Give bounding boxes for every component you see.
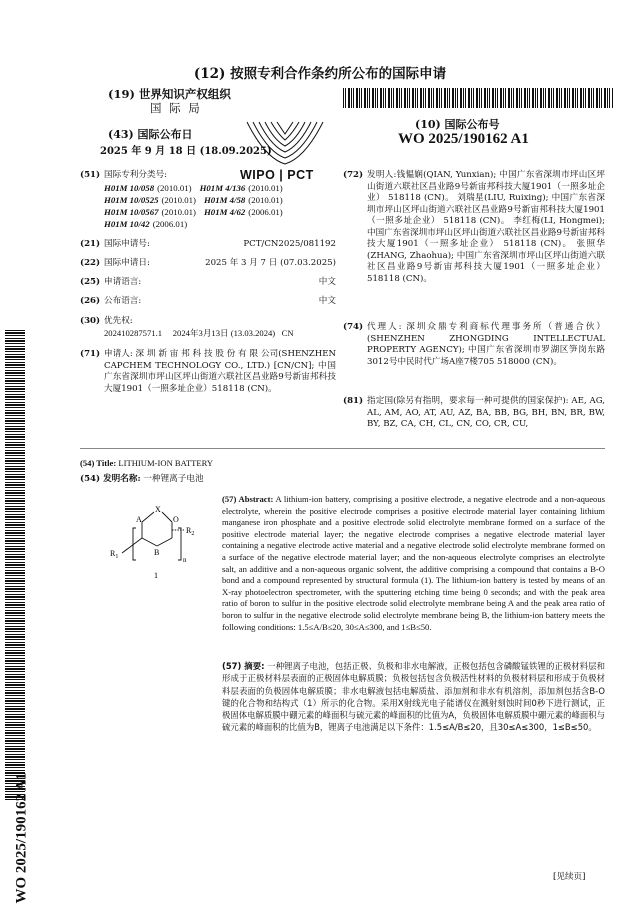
applicant-block: (71) 申请人: 深 圳 新 宙 邦 科 技 股 份 有 限 公司(SHENZHEN CAPCHEM TECHNOLOGY CO., LTD.) [CN/CN]; 中国广东省深圳市坪山区坪山街道六联社区昌业路9号新宙邦科技大厦1901（一照多址企业）518118 (CN)。	[80, 349, 336, 394]
substituent-R1-letter: R	[110, 549, 116, 558]
field-value: 中文	[318, 277, 336, 287]
title-cn: 一种锂离子电池	[143, 474, 204, 484]
field-value: PCT/CN2025/081192	[243, 239, 336, 249]
title-en-line	[80, 458, 213, 470]
title-en: LITHIUM-ION BATTERY	[118, 458, 214, 468]
ipc-version: (2006.01)	[248, 206, 283, 217]
field-number: (25)	[80, 277, 101, 287]
ipc-row	[104, 182, 336, 194]
substituent-R1	[110, 549, 118, 560]
ipc-version: (2010.01)	[248, 182, 283, 193]
abstract-cn-text: 一种锂离子电池，包括正极、负极和非水电解液，正极包括包含磷酸锰铁锂的正极材料层和形成于正极材料层表面的正极固体电解质膜；负极包括包含负极活性材料的负极材料层和形成于负极材料层表面的负极固体电解质膜；非水电解液包括电解质盐、添加剂和非水有机溶剂，添加剂包括含B-O键的化合物和结构式（1）所示的化合物。采用X射线光电子能谱仪在溅射刻蚀时间0秒下进行测试，正极固体电解质膜中硼元素的峰面积与硫元素的峰面积的比值为A，负极固体电解质膜中硼元素的峰面积与硫元素的峰面积的比值为B，锂离子电池满足以下条件：1.5≤A/B≤20，且30≤A≤300，1≤B≤50。	[222, 661, 605, 733]
document-title: (12) 按照专利合作条约所公布的国际申请	[193, 66, 447, 82]
abstract-cn	[222, 660, 605, 734]
abstract-en-text: A lithium-ion battery, comprising a positive electrode, a negative electrode and a non-aqueous electrolyte, wherein the positive electrode comprises a positive electrode material layer containing lithium manganese iron phosphate and a positive electrode solid electrolyte membrane formed on a surface of the positive electrode material layer; the negative electrode comprises a negative electrode material layer containing a negative electrode active material and a negative electrode solid electrolyte membrane formed on a surface of the negative electrode material layer; and the non-aqueous electrolyte comprises an electrolyte salt, an additive and a non-aqueous organic solvent, the additive comprising a compound that contains a B-O bond and a compound represented by structural formula (1). The lithium-ion battery is tested by means of an X-ray photoelectron spectrometer, with the sputtering etching time being 0 seconds; and with the peak area ratio of boron to sulfur in the positive electrode solid electrolyte membrane being A and the peak area ratio of boron to sulfur in the negative electrode solid electrolyte membrane being B, the lithium-ion battery meets the following conditions: 1.5≤A/B≤20, 30≤A≤300, and 1≤B≤50.	[222, 494, 605, 632]
ipc-row	[104, 206, 336, 218]
priority-value: 202410287571.1 2024年3月13日 (13.03.2024) CN	[104, 327, 294, 338]
title-cn-line	[80, 474, 204, 486]
barcode	[343, 88, 613, 108]
inventors-text: 发明人:钱韫娴(QIAN, Yunxian); 中国广东省深圳市坪山区坪山街道六联社区昌业路9号新宙邦科技大厦1901（一照多址企业） 518118 (CN)。 刘瑞星(LIU, Ruixing); 中国广东省深圳市坪山区坪山街道六联社区昌业路9号新宙邦科技大厦1901（一照多址企业） 518118 (CN)。 李红梅(LI, Hongmei); 中国广东省深圳市坪山区坪山街道六联社区昌业路9号新宙邦科技大厦1901（一照多址企业） 518118 (CN)。 张照华(ZHANG, Zhaohua); 中国广东省深圳市坪山区坪山街道六联社区昌业路9号新宙邦科技大厦1901（一照多址企业） 518118 (CN)。	[367, 170, 605, 284]
field-label: 申请语言:	[104, 277, 142, 287]
ipc-label: 国际专利分类号:	[104, 170, 168, 180]
biblio-field	[80, 258, 336, 277]
org-subname: 国 际 局	[150, 101, 202, 115]
atom-label-A: A	[136, 515, 142, 524]
pub-number: WO 2025/190162 A1	[398, 131, 529, 147]
ipc-version: (2010.01)	[157, 182, 192, 193]
ipc-version: (2010.01)	[161, 206, 196, 217]
field-value: 2025 年 3 月 7 日 (07.03.2025)	[205, 258, 336, 268]
states-text: 指定国(除另有指明，要求每一种可提供的国家保护): AE, AG, AL, AM, AO, AT, AU, AZ, BA, BB, BG, BH, BN, BR, BW, BY, BZ, CA, CH, CL, CN, CO, CR, CU,	[367, 396, 605, 429]
title-en-label: (54) Title:	[80, 458, 117, 468]
agent-text: 代理人: 深圳众鼎专利商标代理事务所（普通合伙） (SHENZHEN ZHONGDING INTELLECTUAL PROPERTY AGENCY); 中国广东省深圳市罗湖区笋岗东路3012号中民时代广场A座7楼705 518000 (CN)。	[367, 322, 605, 367]
org-number: (19)	[108, 87, 135, 101]
ipc-code: H01M 10/0567	[104, 206, 159, 217]
applicant-text: 申请人: 深 圳 新 宙 邦 科 技 股 份 有 限 公司(SHENZHEN CAPCHEM TECHNOLOGY CO., LTD.) [CN/CN]; 中国广东省深圳市坪山区坪山街道六联社区昌业路9号新宙邦科技大厦1901（一照多址企业）518118 (CN)。	[104, 349, 336, 394]
structure-formula-1	[100, 498, 218, 584]
field-label: 国际申请号:	[104, 239, 150, 249]
abstract-en-label: (57) Abstract:	[222, 494, 274, 504]
ipc-code: H01M 10/058	[104, 182, 155, 193]
field-number: (26)	[80, 296, 101, 306]
field-label: 国际申请日:	[104, 258, 150, 268]
substituent-R1-sub: 1	[115, 554, 119, 560]
abstract-en	[222, 494, 605, 633]
ipc-version: (2006.01)	[152, 218, 188, 229]
org-name: 世界知识产权组织	[138, 87, 231, 101]
ipc-version: (2010.01)	[161, 194, 196, 205]
biblio-field	[80, 296, 336, 315]
pub-date-label: (43) 国际公布日	[108, 128, 193, 141]
ipc-code: H01M 10/0525	[104, 194, 159, 205]
pub-number-label: (10) 国际公布号	[415, 118, 500, 131]
substituent-R2	[186, 526, 194, 537]
priority-block: (30) 优先权: 202410287571.1 2024年3月13日 (13.03.2024) CN	[80, 316, 336, 339]
inventors-block: (72) 发明人:钱韫娴(QIAN, Yunxian); 中国广东省深圳市坪山区坪山街道六联社区昌业路9号新宙邦科技大厦1901（一照多址企业） 518118 (CN)。 刘瑞星(LIU, Ruixing); 中国广东省深圳市坪山区坪山街道六联社区昌业路9号新宙邦科技大厦1901（一照多址企业） 518118 (CN)。 李红梅(LI, Hongmei); 中国广东省深圳市坪山区坪山街道六联社区昌业路9号新宙邦科技大厦1901（一照多址企业） 518118 (CN)。 张照华(ZHANG, Zhaohua); 中国广东省深圳市坪山区坪山街道六联社区昌业路9号新宙邦科技大厦1901（一照多址企业） 518118 (CN)。	[343, 170, 605, 284]
ipc-code: H01M 4/62	[203, 206, 246, 217]
ipc-code: H01M 10/42	[104, 218, 150, 229]
biblio-fields	[80, 239, 336, 315]
field-number: (22)	[80, 258, 101, 268]
title-cn-label: (54) 发明名称:	[80, 474, 141, 484]
field-number: (21)	[80, 239, 101, 249]
biblio-field	[80, 239, 336, 258]
ipc-row	[104, 218, 336, 230]
divider	[80, 448, 605, 449]
ipc-version: (2010.01)	[248, 194, 283, 205]
ipc-code: H01M 4/58	[203, 194, 246, 205]
substituent-R2-letter: R	[186, 526, 192, 535]
field-label: 公布语言:	[104, 296, 142, 306]
priority-label: 优先权:	[104, 316, 133, 326]
structure-caption: 1	[154, 571, 158, 580]
repeat-n: n	[183, 556, 187, 564]
pub-date: 2025 年 9 月 18 日 (18.09.2025)	[100, 146, 272, 157]
side-pub-number: WO 2025/190162 A1	[13, 772, 30, 904]
atom-label-B: B	[154, 548, 160, 557]
field-value: 中文	[318, 296, 336, 306]
agent-block: (74) 代理人: 深圳众鼎专利商标代理事务所（普通合伙） (SHENZHEN ZHONGDING INTELLECTUAL PROPERTY AGENCY); 中国广东省深圳市罗湖区笋岗东路3012号中民时代广场A座7楼705 518000 (CN)。	[343, 322, 605, 367]
atom-label-X: X	[155, 505, 161, 514]
abstract-cn-label: (57) 摘要:	[222, 661, 265, 671]
ipc-code: H01M 4/136	[199, 182, 246, 193]
ipc-row	[104, 194, 336, 206]
biblio-field	[80, 277, 336, 296]
ipc-block: (51) 国际专利分类号: H01M 10/058 (2010.01) H01M 4/136 (2010.01) H01M 10/0525 (2010.01) H01M 4/58 (2010.01) H01M 10/0567 (2010.01) H01M 4/62 (2006.01) H01M 10/42 (2006.01)	[80, 170, 336, 230]
states-block: (81) 指定国(除另有指明，要求每一种可提供的国家保护): AE, AG, AL, AM, AO, AT, AU, AZ, BA, BB, BG, BH, BN, BR, BW, BY, BZ, CA, CH, CL, CN, CO, CR, CU,	[343, 396, 605, 429]
substituent-R2-sub: 2	[191, 531, 195, 537]
atom-label-O: O	[173, 515, 179, 524]
ipc-codes	[80, 182, 336, 230]
wipo-pct-logo-text: WIPO | PCT	[240, 168, 314, 182]
continued-note: [见续页]	[553, 872, 586, 882]
